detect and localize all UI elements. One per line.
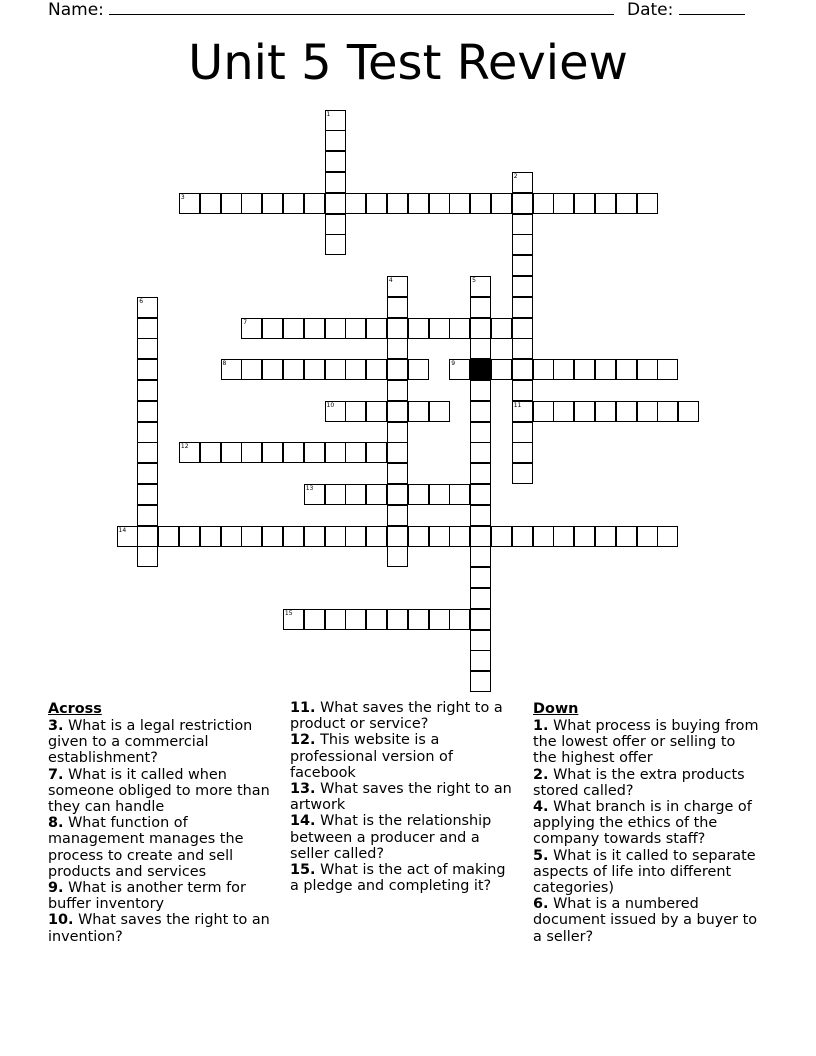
clue-text: What is a legal restriction given to a commercial establishment? [48, 718, 253, 767]
crossword-cell[interactable] [366, 484, 387, 505]
page-title: Unit 5 Test Review [188, 35, 628, 91]
crossword-cell[interactable] [574, 526, 595, 547]
crossword-cell[interactable] [491, 193, 512, 214]
crossword-cell[interactable] [387, 401, 408, 422]
clue-text: What is a numbered document issued by a buyer to a seller? [533, 896, 758, 945]
crossword-cell[interactable] [366, 193, 387, 214]
crossword-cell[interactable] [449, 484, 470, 505]
clue-number: 9. [48, 880, 64, 897]
crossword-cell[interactable] [429, 609, 450, 630]
crossword-cell[interactable] [512, 234, 533, 255]
crossword-cell[interactable] [221, 442, 242, 463]
crossword-cell[interactable] [616, 193, 637, 214]
crossword-cell[interactable] [553, 526, 574, 547]
crossword-cell[interactable] [470, 338, 491, 359]
crossword-cell[interactable] [137, 380, 158, 401]
crossword-cell[interactable] [449, 359, 470, 380]
crossword-cell[interactable] [345, 609, 366, 630]
crossword-cell[interactable] [345, 359, 366, 380]
crossword-cell[interactable] [325, 318, 346, 339]
clue-down-5 [533, 848, 761, 897]
crossword-cell[interactable] [325, 234, 346, 255]
crossword-cell[interactable] [470, 276, 491, 297]
crossword-cell[interactable] [325, 151, 346, 172]
clue-across-14 [290, 813, 518, 862]
crossword-cell[interactable] [221, 193, 242, 214]
clue-number: 12. [290, 732, 316, 749]
cell-number: 2 [513, 172, 518, 180]
clue-text: What is the extra products stored called? [533, 766, 745, 799]
crossword-cell[interactable] [325, 130, 346, 151]
crossword-cell[interactable] [616, 401, 637, 422]
crossword-cell[interactable] [387, 338, 408, 359]
crossword-cell[interactable] [595, 401, 616, 422]
crossword-cell[interactable] [512, 276, 533, 297]
crossword-cell[interactable] [533, 526, 554, 547]
crossword-cell[interactable] [449, 318, 470, 339]
crossword-cell[interactable] [512, 422, 533, 443]
crossword-cell[interactable] [325, 609, 346, 630]
crossword-cell[interactable] [345, 442, 366, 463]
cell-number: 3 [180, 193, 185, 201]
blocked-cell [470, 359, 491, 380]
crossword-cell[interactable] [137, 463, 158, 484]
crossword-cell[interactable] [595, 359, 616, 380]
crossword-cell[interactable] [491, 318, 512, 339]
crossword-cell[interactable] [283, 526, 304, 547]
crossword-cell[interactable] [325, 193, 346, 214]
clue-number: 3. [48, 718, 64, 734]
crossword-cell[interactable] [345, 318, 366, 339]
crossword-cell[interactable] [470, 609, 491, 630]
crossword-cell[interactable] [637, 193, 658, 214]
clue-across-15 [290, 862, 518, 894]
crossword-cell[interactable] [616, 526, 637, 547]
clue-text: What is the relationship between a producer and a seller called? [290, 813, 492, 862]
crossword-cell[interactable] [304, 318, 325, 339]
crossword-cell[interactable] [470, 630, 491, 651]
clue-text: What is the act of making a pledge and completing it? [290, 862, 506, 895]
crossword-cell[interactable] [449, 526, 470, 547]
crossword-cell[interactable] [366, 526, 387, 547]
crossword-cell[interactable] [283, 318, 304, 339]
crossword-cell[interactable] [657, 401, 678, 422]
crossword-cell[interactable] [137, 401, 158, 422]
crossword-cell[interactable] [304, 359, 325, 380]
crossword-cell[interactable] [387, 463, 408, 484]
across-clues-column-1 [48, 700, 276, 945]
crossword-cell[interactable] [533, 193, 554, 214]
clue-number: 15. [290, 862, 316, 879]
clue-number: 7. [48, 766, 64, 783]
crossword-cell[interactable] [408, 401, 429, 422]
crossword-cell[interactable] [387, 193, 408, 214]
crossword-cell[interactable] [470, 297, 491, 318]
crossword-cell[interactable] [387, 359, 408, 380]
crossword-cell[interactable] [137, 338, 158, 359]
across-heading: Across [48, 701, 102, 717]
crossword-cell[interactable] [470, 567, 491, 588]
cell-number: 11 [513, 401, 522, 409]
crossword-cell[interactable] [304, 526, 325, 547]
crossword-cell[interactable] [179, 193, 200, 214]
crossword-cell[interactable] [470, 505, 491, 526]
crossword-cell[interactable] [574, 193, 595, 214]
cell-number: 8 [222, 360, 227, 368]
crossword-cell[interactable] [616, 359, 637, 380]
crossword-cell[interactable] [283, 609, 304, 630]
clue-number: 13. [290, 781, 316, 798]
crossword-cell[interactable] [470, 588, 491, 609]
crossword-cell[interactable] [325, 401, 346, 422]
crossword-cell[interactable] [470, 380, 491, 401]
crossword-cell[interactable] [429, 318, 450, 339]
clue-down-6 [533, 896, 761, 945]
cell-number: 13 [305, 484, 314, 492]
crossword-cell[interactable] [304, 484, 325, 505]
crossword-cell[interactable] [387, 422, 408, 443]
crossword-cell[interactable] [241, 318, 262, 339]
crossword-cell[interactable] [429, 401, 450, 422]
crossword-cell[interactable] [366, 318, 387, 339]
crossword-cell[interactable] [137, 546, 158, 567]
crossword-cell[interactable] [470, 193, 491, 214]
crossword-cell[interactable] [657, 526, 678, 547]
crossword-cell[interactable] [470, 671, 491, 692]
crossword-cell[interactable] [366, 442, 387, 463]
crossword-cell[interactable] [512, 526, 533, 547]
crossword-cell[interactable] [241, 193, 262, 214]
clue-down-4 [533, 799, 761, 848]
crossword-cell[interactable] [241, 442, 262, 463]
crossword-cell[interactable] [345, 484, 366, 505]
clue-across-10 [48, 912, 276, 944]
crossword-cell[interactable] [325, 172, 346, 193]
crossword-cell[interactable] [241, 526, 262, 547]
crossword-cell[interactable] [470, 442, 491, 463]
name-label: Name: [48, 0, 104, 20]
crossword-cell[interactable] [512, 193, 533, 214]
crossword-cell[interactable] [512, 380, 533, 401]
clue-down-1 [533, 718, 761, 767]
crossword-cell[interactable] [470, 650, 491, 671]
crossword-cell[interactable] [221, 359, 242, 380]
crossword-cell[interactable] [637, 526, 658, 547]
crossword-cell[interactable] [637, 359, 658, 380]
crossword-cell[interactable] [429, 484, 450, 505]
cell-number: 4 [388, 276, 393, 284]
crossword-cell[interactable] [345, 401, 366, 422]
down-clues-column [533, 700, 761, 945]
clue-number: 6. [533, 896, 549, 913]
crossword-cell[interactable] [387, 505, 408, 526]
crossword-cell[interactable] [241, 359, 262, 380]
crossword-cell[interactable] [574, 401, 595, 422]
clue-number: 4. [533, 799, 549, 816]
crossword-cell[interactable] [325, 442, 346, 463]
crossword-cell[interactable] [137, 422, 158, 443]
crossword-cell[interactable] [449, 193, 470, 214]
clue-across-8 [48, 815, 276, 880]
crossword-cell[interactable] [262, 526, 283, 547]
crossword-cell[interactable] [387, 318, 408, 339]
crossword-cell[interactable] [512, 297, 533, 318]
clue-text: What saves the right to an artwork [290, 781, 512, 814]
clue-text: What branch is in charge of applying the ethics of the company towards staff? [533, 799, 752, 848]
crossword-cell[interactable] [137, 484, 158, 505]
crossword-cell[interactable] [657, 359, 678, 380]
crossword-cell[interactable] [449, 609, 470, 630]
crossword-cell[interactable] [137, 505, 158, 526]
clue-down-2 [533, 767, 761, 799]
crossword-cell[interactable] [137, 297, 158, 318]
clue-across-9 [48, 880, 276, 912]
down-heading: Down [533, 701, 579, 717]
cell-number: 14 [118, 526, 127, 534]
crossword-cell[interactable] [637, 401, 658, 422]
crossword-cell[interactable] [429, 526, 450, 547]
crossword-cell[interactable] [491, 359, 512, 380]
cell-number: 5 [472, 276, 476, 284]
crossword-cell[interactable] [262, 442, 283, 463]
crossword-cell[interactable] [512, 172, 533, 193]
crossword-cell[interactable] [429, 193, 450, 214]
crossword-cell[interactable] [470, 484, 491, 505]
clue-text: What function of management manages the process to create and sell products and services [48, 815, 244, 880]
crossword-cell[interactable] [158, 526, 179, 547]
crossword-cell[interactable] [366, 359, 387, 380]
crossword-cell[interactable] [512, 463, 533, 484]
crossword-cell[interactable] [512, 359, 533, 380]
clue-across-3 [48, 718, 276, 767]
cell-number: 10 [326, 401, 335, 409]
clue-number: 5. [533, 847, 549, 864]
crossword-cell[interactable] [387, 442, 408, 463]
crossword-cell[interactable] [512, 401, 533, 422]
crossword-cell[interactable] [512, 442, 533, 463]
crossword-cell[interactable] [262, 359, 283, 380]
clue-across-13 [290, 781, 518, 813]
crossword-cell[interactable] [595, 193, 616, 214]
clue-text: What is it called to separate aspects of life into different categories) [533, 847, 756, 897]
date-label: Date: [627, 0, 674, 20]
crossword-cell[interactable] [408, 193, 429, 214]
crossword-cell[interactable] [366, 401, 387, 422]
clue-number: 14. [290, 813, 316, 830]
crossword-cell[interactable] [512, 338, 533, 359]
crossword-cell[interactable] [387, 526, 408, 547]
crossword-cell[interactable] [325, 359, 346, 380]
crossword-cell[interactable] [366, 609, 387, 630]
clue-text: What saves the right to a product or service? [290, 700, 503, 733]
crossword-cell[interactable] [137, 359, 158, 380]
crossword-cell[interactable] [200, 193, 221, 214]
crossword-cell[interactable] [179, 526, 200, 547]
crossword-cell[interactable] [304, 609, 325, 630]
crossword-cell[interactable] [283, 442, 304, 463]
crossword-cell[interactable] [408, 484, 429, 505]
crossword-cell[interactable] [512, 214, 533, 235]
crossword-cell[interactable] [117, 526, 138, 547]
cell-number: 6 [139, 297, 144, 305]
crossword-cell[interactable] [387, 276, 408, 297]
crossword-cell[interactable] [387, 380, 408, 401]
crossword-cell[interactable] [574, 359, 595, 380]
cell-number: 1 [326, 110, 331, 118]
crossword-cell[interactable] [678, 401, 699, 422]
crossword-cell[interactable] [470, 422, 491, 443]
crossword-cell[interactable] [470, 401, 491, 422]
crossword-cell[interactable] [221, 526, 242, 547]
crossword-cell[interactable] [200, 442, 221, 463]
clue-across-12 [290, 732, 518, 781]
crossword-cell[interactable] [200, 526, 221, 547]
clue-text: This website is a professional version of facebook [290, 732, 453, 781]
cell-number: 9 [451, 360, 456, 368]
crossword-cell[interactable] [137, 526, 158, 547]
crossword-cell[interactable] [387, 546, 408, 567]
across-clues-column-2 [290, 700, 518, 894]
crossword-cell[interactable] [553, 401, 574, 422]
crossword-cell[interactable] [408, 609, 429, 630]
crossword-cell[interactable] [533, 401, 554, 422]
crossword-cell[interactable] [262, 193, 283, 214]
crossword-cell[interactable] [470, 463, 491, 484]
crossword-cell[interactable] [325, 484, 346, 505]
crossword-cell[interactable] [512, 255, 533, 276]
clue-number: 8. [48, 815, 64, 832]
crossword-cell[interactable] [283, 359, 304, 380]
crossword-cell[interactable] [408, 318, 429, 339]
crossword-cell[interactable] [553, 359, 574, 380]
crossword-cell[interactable] [325, 214, 346, 235]
clue-text: What saves the right to an invention? [48, 912, 270, 945]
crossword-cell[interactable] [533, 359, 554, 380]
crossword-cell[interactable] [470, 526, 491, 547]
crossword-cell[interactable] [304, 193, 325, 214]
crossword-cell[interactable] [595, 526, 616, 547]
crossword-cell[interactable] [512, 318, 533, 339]
crossword-cell[interactable] [262, 318, 283, 339]
clue-text: What is it called when someone obliged to more than they can handle [48, 766, 270, 816]
crossword-cell[interactable] [408, 526, 429, 547]
crossword-cell[interactable] [325, 526, 346, 547]
clue-number: 10. [48, 912, 74, 929]
crossword-cell[interactable] [387, 609, 408, 630]
crossword-cell[interactable] [304, 442, 325, 463]
cell-number: 7 [243, 318, 248, 326]
cell-number: 15 [284, 609, 293, 617]
clue-text: What process is buying from the lowest offer or selling to the highest offer [533, 718, 759, 767]
cell-number: 12 [180, 443, 189, 451]
crossword-cell[interactable] [325, 110, 346, 131]
clue-number: 2. [533, 766, 549, 783]
clue-text: What is another term for buffer inventory [48, 880, 246, 913]
clue-number: 11. [290, 700, 316, 716]
clue-across-11 [290, 700, 518, 732]
crossword-cell[interactable] [179, 442, 200, 463]
crossword-cell[interactable] [470, 546, 491, 567]
crossword-cell[interactable] [553, 193, 574, 214]
crossword-cell[interactable] [470, 318, 491, 339]
crossword-cell[interactable] [491, 526, 512, 547]
crossword-cell[interactable] [345, 526, 366, 547]
clue-number: 1. [533, 718, 549, 734]
crossword-cell[interactable] [387, 297, 408, 318]
crossword-cell[interactable] [408, 359, 429, 380]
crossword-cell[interactable] [283, 193, 304, 214]
crossword-cell[interactable] [137, 318, 158, 339]
crossword-cell[interactable] [137, 442, 158, 463]
crossword-cell[interactable] [387, 484, 408, 505]
clue-across-7 [48, 767, 276, 816]
crossword-cell[interactable] [345, 193, 366, 214]
